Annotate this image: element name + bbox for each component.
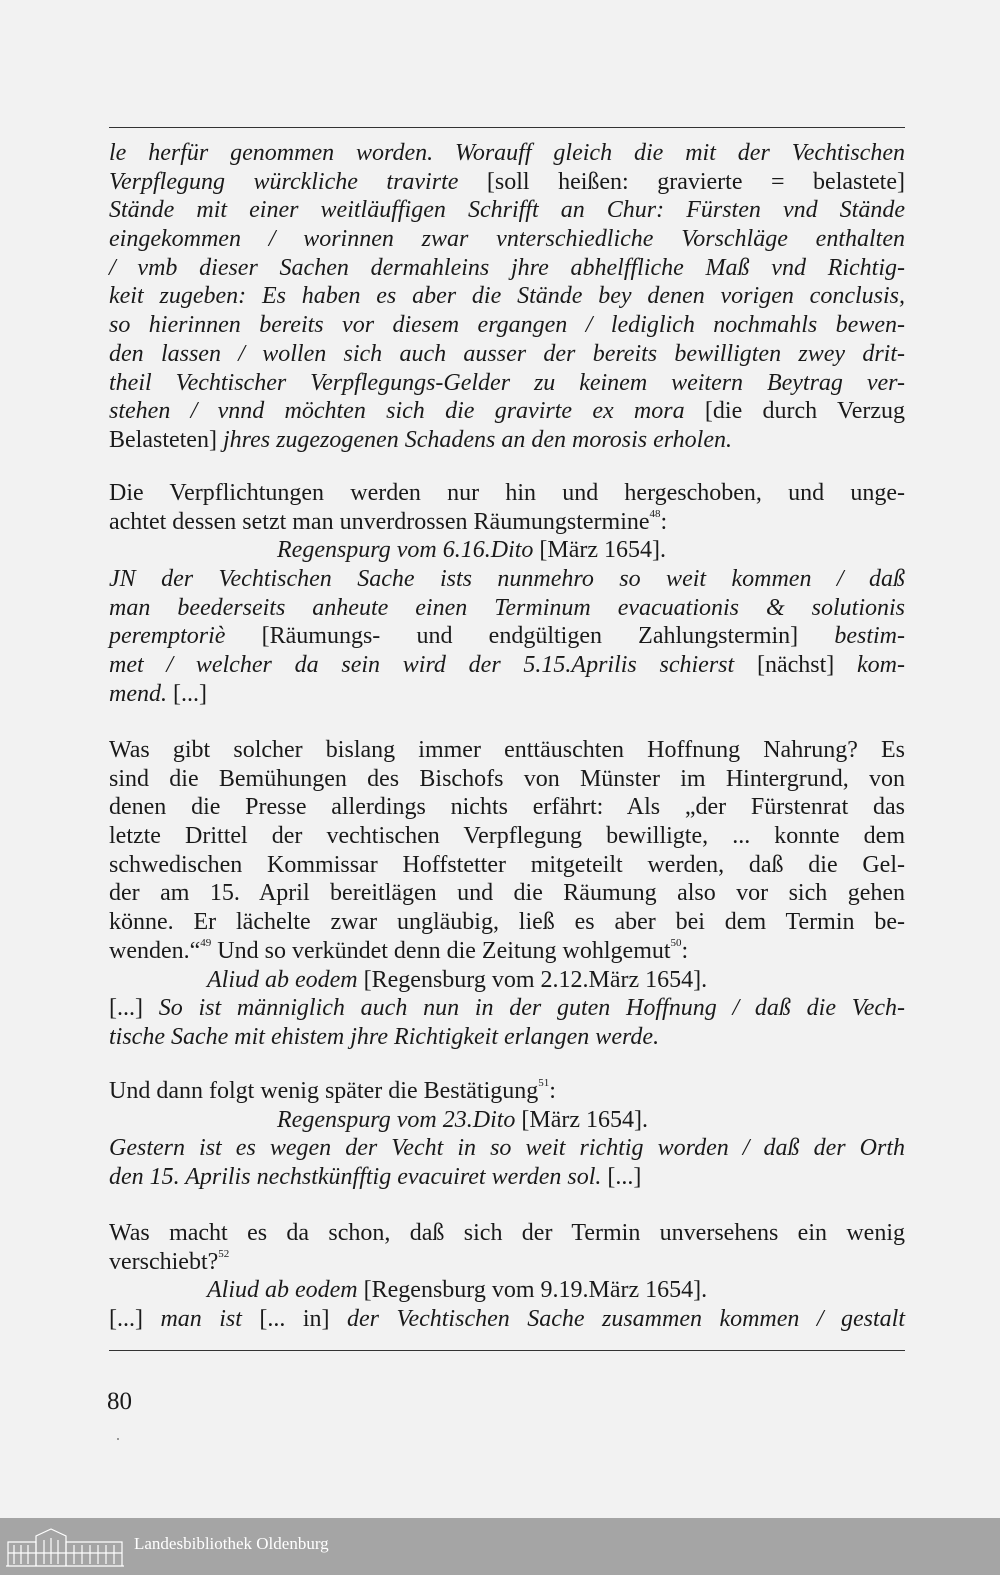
scan-speck <box>117 1438 119 1440</box>
paragraph-block-5 <box>109 1219 905 1334</box>
bottom-rule <box>109 1350 905 1351</box>
text-line: Aliud ab eodem [Regensburg vom 9.19.März 1654]. <box>207 1277 708 1304</box>
text-line: Regenspurg vom 6.16.Dito [März 1654]. <box>277 537 667 564</box>
text-line: könne. Er lächelte zwar ungläubig, ließ es aber bei dem Termin be- <box>109 909 905 936</box>
text-line: tische Sache mit ehistem jhre Richtigkeit erlangen werde. <box>109 1023 660 1050</box>
text-line: [...] man ist [... in] der Vechtischen Sache zusammen kommen / gestalt <box>109 1306 906 1333</box>
text-line: Verpflegung würckliche travirte [soll heißen: gravierte = belastete] <box>109 168 905 195</box>
text-line: mend. [...] <box>109 680 207 707</box>
text-line: / vmb dieser Sachen dermahleins jhre abhelffliche Maß vnd Richtig- <box>109 254 905 281</box>
text-line: denen die Presse allerdings nichts erfährt: Als „der Fürstenrat das <box>109 794 905 821</box>
text-line: theil Vechtischer Verpflegungs-Gelder zu keinem weitern Beytrag ver- <box>109 369 905 396</box>
library-building-icon <box>6 1526 124 1568</box>
text-line: den 15. Aprilis nechstkünfftig evacuiret werden sol. [...] <box>109 1164 642 1191</box>
text-line: [...] So ist männiglich auch nun in der guten Hoffnung / daß die Vech- <box>109 995 906 1022</box>
quote-block-1 <box>109 139 905 455</box>
top-rule <box>109 127 905 128</box>
text-line: Regenspurg vom 23.Dito [März 1654]. <box>277 1106 649 1133</box>
paragraph-block-2 <box>109 479 905 709</box>
text-line: den lassen / wollen sich auch ausser der bereits bewilligten zwey drit- <box>109 340 905 367</box>
text-line: eingekommen / worinnen zwar vnterschiedliche Vorschläge enthalten <box>109 226 905 253</box>
text-line: Belasteten] jhres zugezogenen Schadens an den morosis erholen. <box>109 426 733 453</box>
text-line: Was macht es da schon, daß sich der Termin unversehens ein wenig <box>109 1220 905 1246</box>
text-line: le herfür genommen worden. Worauff gleich die mit der Vechtischen <box>109 140 905 166</box>
text-line: Und dann folgt wenig später die Bestätigung$^{51}$: <box>109 1077 556 1104</box>
paragraph-block-3 <box>109 736 905 1052</box>
text-line: stehen / vnnd möchten sich die gravirte ex mora [die durch Verzug <box>109 398 905 425</box>
text-line: letzte Drittel der vechtischen Verpflegung bewilligte, ... konnte dem <box>109 823 905 850</box>
text-line: met / welcher da sein wird der 5.15.Aprilis schierst [nächst] kom- <box>109 652 905 679</box>
text-line: JN der Vechtischen Sache ists nunmehro so weit kommen / daß <box>109 566 905 593</box>
text-line: peremptoriè [Räumungs- und endgültigen Zahlungstermin] bestim- <box>109 623 905 650</box>
page-number: 80 <box>107 1388 132 1415</box>
footer-bar <box>0 1518 1000 1575</box>
text-line: der am 15. April bereitlägen und die Räumung also vor sich gehen <box>109 880 905 907</box>
text-line: Stände mit einer weitläuffigen Schrifft an Chur: Fürsten vnd Stände <box>109 197 905 224</box>
footer-library-name: Landesbibliothek Oldenburg <box>134 1534 329 1553</box>
paragraph-block-4 <box>109 1077 905 1192</box>
text-line: keit zugeben: Es haben es aber die Stände bey denen vorigen conclusis, <box>109 283 905 310</box>
text-line: sind die Bemühungen des Bischofs von Münster im Hintergrund, von <box>109 765 905 792</box>
text-line: achtet dessen setzt man unverdrossen Räumungstermine$^{48}$: <box>109 507 668 535</box>
text-line: Was gibt solcher bislang immer enttäuschten Hoffnung Nahrung? Es <box>109 737 905 763</box>
text-line: schwedischen Kommissar Hoffstetter mitgeteilt werden, daß die Gel- <box>109 851 905 878</box>
text-line: Aliud ab eodem [Regensburg vom 2.12.März 1654]. <box>207 966 708 993</box>
text-line: verschiebt?$^{52}$ <box>109 1247 230 1275</box>
text-line: so hierinnen bereits vor diesem ergangen / lediglich nochmahls bewen- <box>109 312 905 339</box>
text-line: man beederseits anheute einen Terminum evacuationis & solutionis <box>109 594 905 621</box>
text-line: Gestern ist es wegen der Vecht in so weit richtig worden / daß der Orth <box>109 1135 905 1162</box>
text-line: wenden.“$^{49}$ Und so verkündet denn die Zeitung wohlgemut$^{50}$: <box>109 936 689 964</box>
text-line: Die Verpflichtungen werden nur hin und hergeschoben, und unge- <box>109 480 905 506</box>
